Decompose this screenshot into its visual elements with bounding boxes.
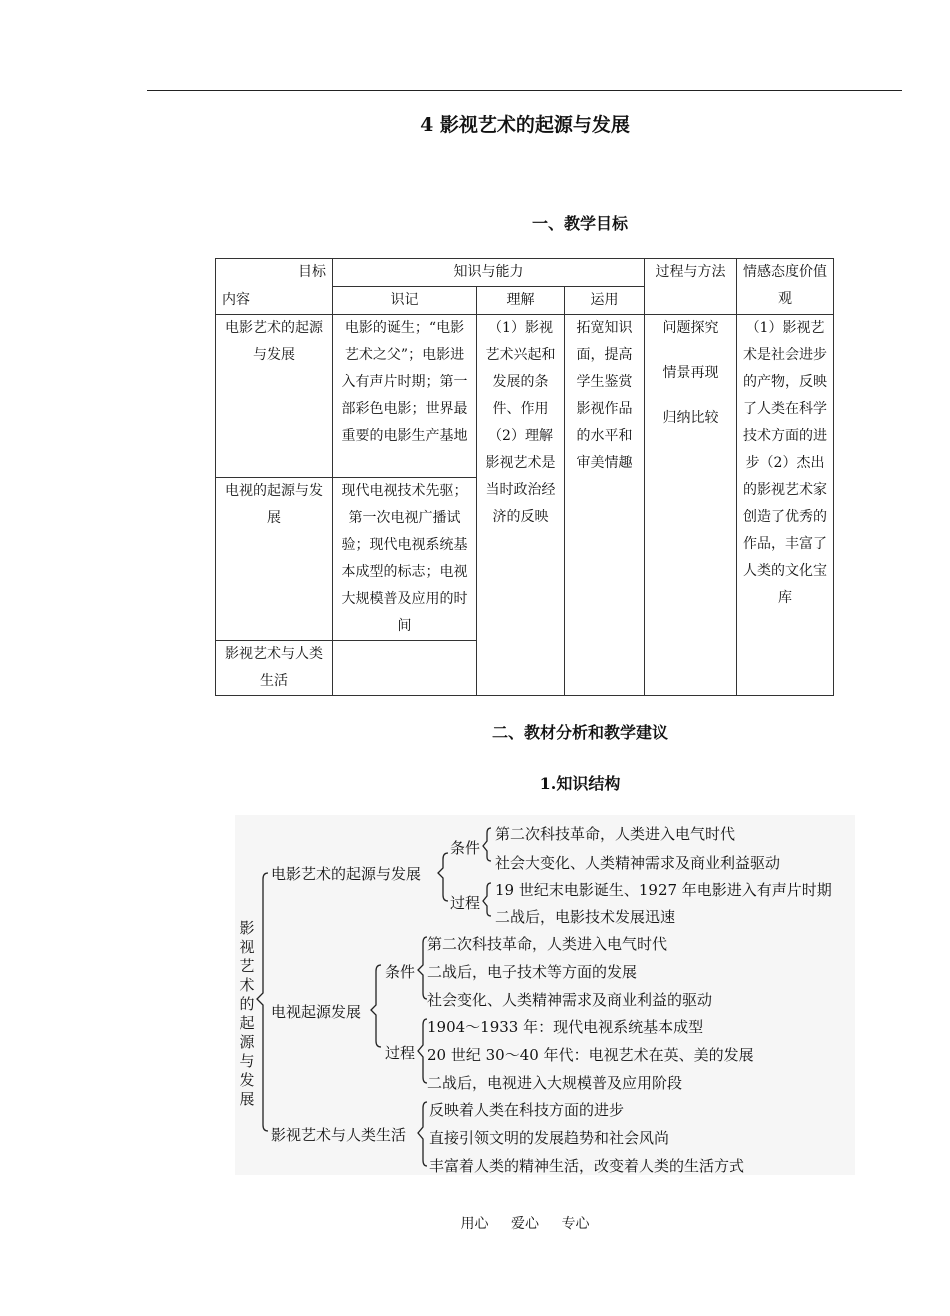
tv-branch-label: 电视起源发展 <box>271 1003 362 1021</box>
section-heading-goals: 一、教学目标 <box>531 214 628 233</box>
brace-root <box>257 873 268 1131</box>
row-content: 影视艺术与人类生活 <box>216 641 333 696</box>
film-branch-label: 电影艺术的起源与发展 <box>271 865 422 883</box>
tv-process-item: 1904～1933 年：现代电视系统基本成型 <box>427 1018 704 1036</box>
brace-film-proc <box>483 883 491 916</box>
row-recognize <box>333 641 477 696</box>
tv-process-item: 二战后，电视进入大规模普及应用阶段 <box>427 1074 683 1092</box>
table-row <box>216 315 834 478</box>
header-emotion: 情感态度价值观 <box>737 259 834 315</box>
film-process-item: 二战后，电影技术发展迅速 <box>495 908 676 926</box>
brace-film-cond <box>483 828 491 861</box>
brace-tv-proc <box>418 1019 427 1083</box>
understand-cell: （1）影视艺术兴起和发展的条件、作用（2）理解影视艺术是当时政治经济的反映 <box>477 315 565 696</box>
page-footer: 用心 爱心 专心 <box>460 1216 590 1232</box>
header-rule <box>147 90 902 91</box>
header-recognize: 识记 <box>333 287 477 315</box>
emotion-cell: （1）影视艺术是社会进步的产物，反映了人类在科学技术方面的进步（2）杰出的影视艺术家创造了优秀的作品，丰富了人类的文化宝库 <box>737 315 834 696</box>
knowledge-structure-diagram <box>235 815 855 1175</box>
tv-condition-item: 二战后，电子技术等方面的发展 <box>427 963 638 981</box>
tv-condition-label: 条件 <box>385 963 416 981</box>
table-corner-target: 目标 <box>216 259 333 287</box>
process-cell <box>645 315 737 696</box>
row-recognize: 现代电视技术先驱；第一次电视广播试验；现代电视系统基本成型的标志；电视大规模普及应用的时间 <box>333 478 477 641</box>
row-content: 电影艺术的起源与发展 <box>216 315 333 478</box>
life-item: 反映着人类在科技方面的进步 <box>429 1101 625 1119</box>
goals-table <box>215 258 834 696</box>
brace-tv-cond <box>418 937 427 999</box>
header-process: 过程与方法 <box>645 259 737 315</box>
row-content: 电视的起源与发展 <box>216 478 333 641</box>
brace-tv <box>371 965 381 1047</box>
life-item: 直接引领文明的发展趋势和社会风尚 <box>429 1129 670 1147</box>
life-branch-label: 影视艺术与人类生活 <box>271 1126 407 1144</box>
film-process-item: 19 世纪末电影诞生、1927 年电影进入有声片时期 <box>495 881 832 899</box>
tree-root-label: 影视艺术的起源与发展 <box>239 919 255 1108</box>
film-process-label: 过程 <box>450 894 481 912</box>
header-understand: 理解 <box>477 287 565 315</box>
row-recognize: 电影的诞生；“电影艺术之父”；电影进入有声片时期；第一部彩色电影；世界最重要的电影生产基地 <box>333 315 477 478</box>
apply-cell: 拓宽知识面，提高学生鉴赏影视作品的水平和审美情趣 <box>565 315 645 696</box>
table-header-row <box>216 259 834 287</box>
table-corner-content: 内容 <box>216 287 333 315</box>
life-item: 丰富着人类的精神生活，改变着人类的生活方式 <box>429 1157 745 1175</box>
brace-life <box>418 1102 427 1166</box>
tv-process-label: 过程 <box>385 1044 416 1062</box>
tv-process-item: 20 世纪 30～40 年代：电视艺术在英、美的发展 <box>427 1046 754 1064</box>
film-condition-item: 第二次科技革命，人类进入电气时代 <box>495 825 736 843</box>
process-item: 问题探究 <box>662 320 719 336</box>
header-knowledge: 知识与能力 <box>333 259 645 287</box>
tv-condition-item: 第二次科技革命，人类进入电气时代 <box>427 935 668 953</box>
tv-condition-item: 社会变化、人类精神需求及商业利益的驱动 <box>427 991 713 1009</box>
brace-film <box>438 853 448 901</box>
film-condition-label: 条件 <box>450 839 481 857</box>
film-condition-item: 社会大变化、人类精神需求及商业利益驱动 <box>495 854 781 872</box>
subheading-structure: 1.知识结构 <box>539 774 621 793</box>
section-heading-analysis: 二、教材分析和教学建议 <box>491 723 668 742</box>
process-item: 归纳比较 <box>662 410 719 426</box>
process-item: 情景再现 <box>662 365 719 381</box>
header-apply: 运用 <box>565 287 645 315</box>
page-title: 4 影视艺术的起源与发展 <box>420 114 630 136</box>
